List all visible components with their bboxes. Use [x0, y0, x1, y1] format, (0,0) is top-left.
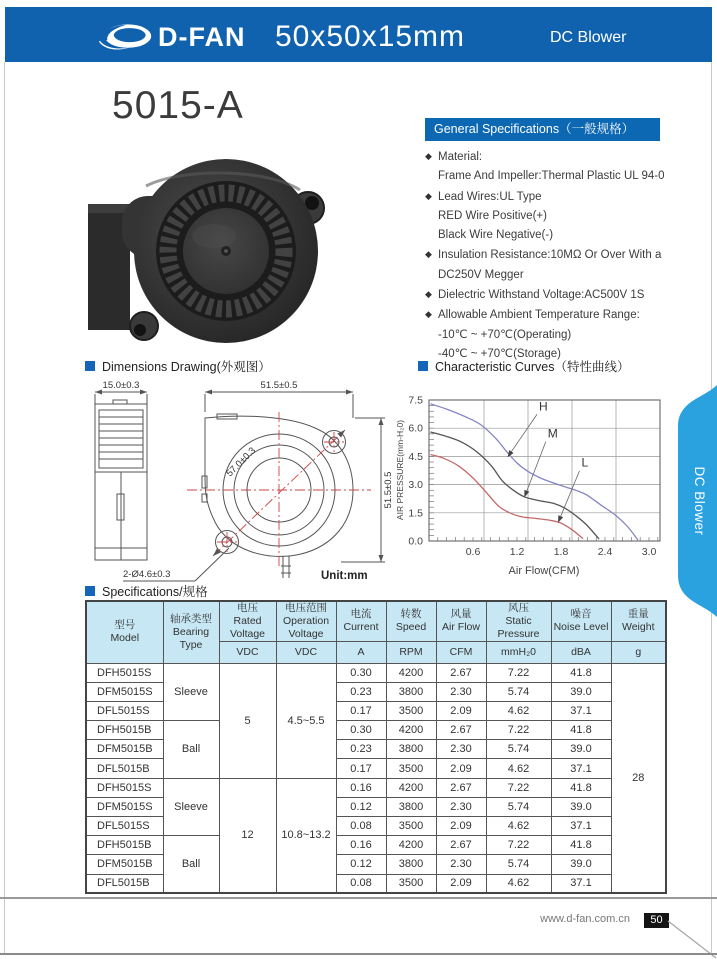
- table-cell: 4200: [386, 778, 436, 797]
- side-tab-label: DC Blower: [692, 466, 707, 536]
- table-cell: Sleeve: [163, 778, 219, 836]
- dimensions-drawing: [83, 378, 413, 590]
- diamond-bullet-icon: ◆: [425, 289, 432, 300]
- table-cell: 12: [219, 778, 276, 893]
- table-cell: 3800: [386, 682, 436, 701]
- table-cell: Ball: [163, 836, 219, 894]
- section-specifications: [85, 582, 208, 600]
- diamond-bullet-icon: ◆: [425, 190, 432, 201]
- table-cell: 0.12: [336, 855, 386, 874]
- svg-text:4.5: 4.5: [408, 450, 423, 463]
- blue-square-icon: [85, 361, 95, 371]
- dim-width-label: 15.0±0.3: [102, 380, 140, 391]
- blue-square-icon: [418, 361, 428, 371]
- table-cell: DFL5015S: [86, 701, 163, 720]
- table-cell: 2.09: [436, 759, 486, 778]
- table-cell: 7.22: [486, 663, 551, 682]
- dim-top-label: 51.5±0.5: [260, 380, 298, 391]
- table-cell: 4200: [386, 663, 436, 682]
- table-cell: 7.22: [486, 836, 551, 855]
- table-cell: 39.0: [551, 740, 611, 759]
- dimension-arrows: [95, 390, 384, 563]
- section-dimensions-label: Dimensions Drawing(外观图）: [102, 360, 271, 374]
- spec-line: ◆ Allowable Ambient Temperature Range:: [425, 305, 717, 325]
- table-cell: 2.67: [436, 778, 486, 797]
- table-cell: 37.1: [551, 817, 611, 836]
- svg-text:7.5: 7.5: [408, 394, 423, 407]
- table-cell: 2.09: [436, 701, 486, 720]
- footer-url[interactable]: www.d-fan.com.cn: [540, 913, 630, 925]
- dim-diagonal-label: 57.0±0.3: [224, 445, 259, 480]
- table-cell: 37.1: [551, 874, 611, 893]
- footer-divider: [0, 897, 717, 899]
- model-title: 5015-A: [112, 84, 244, 127]
- specifications-table: [85, 600, 667, 894]
- table-cell: 4.62: [486, 817, 551, 836]
- spec-line: ◆ Lead Wires:UL Type: [425, 187, 717, 207]
- table-cell: 41.8: [551, 721, 611, 740]
- section-characteristic-curves: [418, 357, 629, 375]
- table-cell: 2.67: [436, 836, 486, 855]
- table-cell: 3500: [386, 701, 436, 720]
- column-header: 重量 Weight: [611, 601, 666, 641]
- dim-side-label: 51.5±0.5: [383, 471, 394, 509]
- section-specifications-label: Specifications/规格: [102, 585, 208, 599]
- table-cell: 0.30: [336, 663, 386, 682]
- table-cell: 2.30: [436, 855, 486, 874]
- column-header: 型号 Model: [86, 601, 163, 663]
- table-cell: 0.12: [336, 797, 386, 816]
- general-specs-header: General Specifications（一般规格）: [425, 118, 660, 141]
- logo-swoosh-icon: [98, 21, 154, 53]
- svg-text:0.6: 0.6: [465, 546, 481, 558]
- table-cell: DFH5015B: [86, 721, 163, 740]
- spec-line: -10℃ ~ +70℃(Operating): [438, 328, 572, 341]
- table-cell: DFM5015B: [86, 740, 163, 759]
- table-cell: DFL5015S: [86, 817, 163, 836]
- svg-text:6.0: 6.0: [408, 422, 423, 435]
- table-cell: 5.74: [486, 740, 551, 759]
- spec-line: ◆ Dielectric Withstand Voltage:AC500V 1S: [425, 285, 717, 305]
- table-cell: DFH5015B: [86, 836, 163, 855]
- table-cell: 4200: [386, 836, 436, 855]
- logo-text: D-FAN: [158, 21, 246, 52]
- blue-square-icon: [85, 586, 95, 596]
- spec-line: ◆ Material:: [425, 147, 717, 167]
- table-cell: 3800: [386, 797, 436, 816]
- general-specs-list: [425, 147, 717, 364]
- svg-text:3.0: 3.0: [641, 546, 657, 558]
- table-cell: 5.74: [486, 797, 551, 816]
- table-cell: Ball: [163, 721, 219, 779]
- table-cell: 0.30: [336, 721, 386, 740]
- svg-text:1.2: 1.2: [509, 546, 525, 558]
- unit-header: mmH₂0: [486, 641, 551, 663]
- table-cell: 2.30: [436, 740, 486, 759]
- top-header-bar: [5, 7, 712, 62]
- table-cell: DFM5015B: [86, 855, 163, 874]
- table-cell: 3500: [386, 817, 436, 836]
- table-cell: 0.23: [336, 740, 386, 759]
- unit-label: Unit:mm: [321, 570, 368, 582]
- diamond-bullet-icon: ◆: [425, 151, 432, 161]
- unit-header: A: [336, 641, 386, 663]
- table-cell: 41.8: [551, 836, 611, 855]
- column-header: 风压 Static Pressure: [486, 601, 551, 641]
- spec-line: Frame And Impeller:Thermal Plastic UL 94-0: [438, 170, 665, 183]
- table-cell: 4.62: [486, 701, 551, 720]
- diamond-bullet-icon: ◆: [425, 309, 432, 320]
- table-row: [86, 778, 666, 797]
- column-header: 轴承类型 Bearing Type: [163, 601, 219, 663]
- side-tab[interactable]: [668, 383, 717, 619]
- section-dimensions-drawing: [85, 357, 271, 375]
- column-header: 电压范围 Operation Voltage: [276, 601, 336, 641]
- table-cell: 2.30: [436, 797, 486, 816]
- table-cell: 39.0: [551, 855, 611, 874]
- table-cell: 4.5~5.5: [276, 663, 336, 778]
- table-cell: DFH5015S: [86, 778, 163, 797]
- table-row: [86, 721, 666, 740]
- column-header: 转数 Speed: [386, 601, 436, 641]
- table-cell: 41.8: [551, 778, 611, 797]
- table-cell: 5.74: [486, 682, 551, 701]
- table-cell: 2.09: [436, 874, 486, 893]
- spec-line: Black Wire Negative(-): [438, 229, 554, 242]
- brand-logo: [98, 21, 246, 53]
- product-photo: [86, 146, 348, 348]
- table-cell: DFL5015B: [86, 759, 163, 778]
- table-cell: 41.8: [551, 663, 611, 682]
- table-cell: 4.62: [486, 874, 551, 893]
- table-cell: 5: [219, 663, 276, 778]
- unit-header: g: [611, 641, 666, 663]
- table-cell: 2.67: [436, 721, 486, 740]
- table-cell: DFM5015S: [86, 682, 163, 701]
- table-cell: 5.74: [486, 855, 551, 874]
- product-category-label: DC Blower: [550, 29, 627, 46]
- dim-holes-label: 2-Ø4.6±0.3: [123, 569, 171, 580]
- table-cell: 0.23: [336, 682, 386, 701]
- svg-text:3.0: 3.0: [408, 479, 423, 492]
- table-cell: 39.0: [551, 682, 611, 701]
- svg-text:0.0: 0.0: [408, 535, 423, 548]
- table-cell: 0.08: [336, 874, 386, 893]
- table-cell: 2.30: [436, 682, 486, 701]
- column-header: 电流 Current: [336, 601, 386, 641]
- table-cell: DFH5015S: [86, 663, 163, 682]
- unit-header: VDC: [219, 641, 276, 663]
- svg-text:1.5: 1.5: [408, 507, 423, 520]
- spec-line: ◆ Insulation Resistance:10MΩ Or Over With a: [425, 245, 717, 265]
- page-bottom-line: [0, 953, 717, 955]
- x-axis-label: Air Flow(CFM): [508, 565, 580, 577]
- page-edge-left: [4, 62, 5, 955]
- table-cell: Sleeve: [163, 663, 219, 721]
- fan-size-title: 50x50x15mm: [274, 20, 466, 53]
- table-cell: 0.17: [336, 759, 386, 778]
- spec-line: DC250V Megger: [438, 268, 524, 281]
- table-cell: 0.17: [336, 701, 386, 720]
- table-cell: 37.1: [551, 701, 611, 720]
- table-cell: 2.67: [436, 663, 486, 682]
- table-cell: 0.08: [336, 817, 386, 836]
- column-header: 噪音 Noise Level: [551, 601, 611, 641]
- unit-header: RPM: [386, 641, 436, 663]
- table-row: [86, 836, 666, 855]
- table-cell: 37.1: [551, 759, 611, 778]
- curve-L: [431, 455, 584, 539]
- column-header: 风量 Air Flow: [436, 601, 486, 641]
- y-axis-label: AIR PRESSURE(mm-H₂0): [395, 419, 405, 521]
- table-cell: 10.8~13.2: [276, 778, 336, 893]
- spec-line: RED Wire Positive(+): [438, 209, 547, 222]
- page-number-badge: 50: [644, 913, 669, 928]
- diamond-bullet-icon: ◆: [425, 249, 432, 260]
- table-cell: 3800: [386, 740, 436, 759]
- curve-label-M: M: [547, 426, 558, 441]
- svg-text:2.4: 2.4: [597, 546, 613, 558]
- curve-label-H: H: [539, 399, 548, 414]
- table-cell: 2.09: [436, 817, 486, 836]
- table-row: [86, 663, 666, 682]
- table-cell: 39.0: [551, 797, 611, 816]
- table-cell: 7.22: [486, 721, 551, 740]
- spec-line: -40℃ ~ +70℃(Storage): [438, 347, 562, 360]
- table-cell: DFM5015S: [86, 797, 163, 816]
- column-header: 电压 Rated Voltage: [219, 601, 276, 641]
- table-cell: 3500: [386, 874, 436, 893]
- section-curves-label: Characteristic Curves（特性曲线）: [435, 360, 630, 374]
- table-cell: 28: [611, 663, 666, 893]
- unit-header: VDC: [276, 641, 336, 663]
- table-cell: 4200: [386, 721, 436, 740]
- unit-header: dBA: [551, 641, 611, 663]
- svg-text:1.8: 1.8: [553, 546, 569, 558]
- table-cell: 4.62: [486, 759, 551, 778]
- curve-label-L: L: [581, 455, 589, 470]
- table-cell: 0.16: [336, 836, 386, 855]
- table-cell: 3800: [386, 855, 436, 874]
- table-cell: 7.22: [486, 778, 551, 797]
- table-cell: 0.16: [336, 778, 386, 797]
- table-cell: 3500: [386, 759, 436, 778]
- characteristic-curves-chart: [393, 380, 678, 585]
- unit-header: CFM: [436, 641, 486, 663]
- table-cell: DFL5015B: [86, 874, 163, 893]
